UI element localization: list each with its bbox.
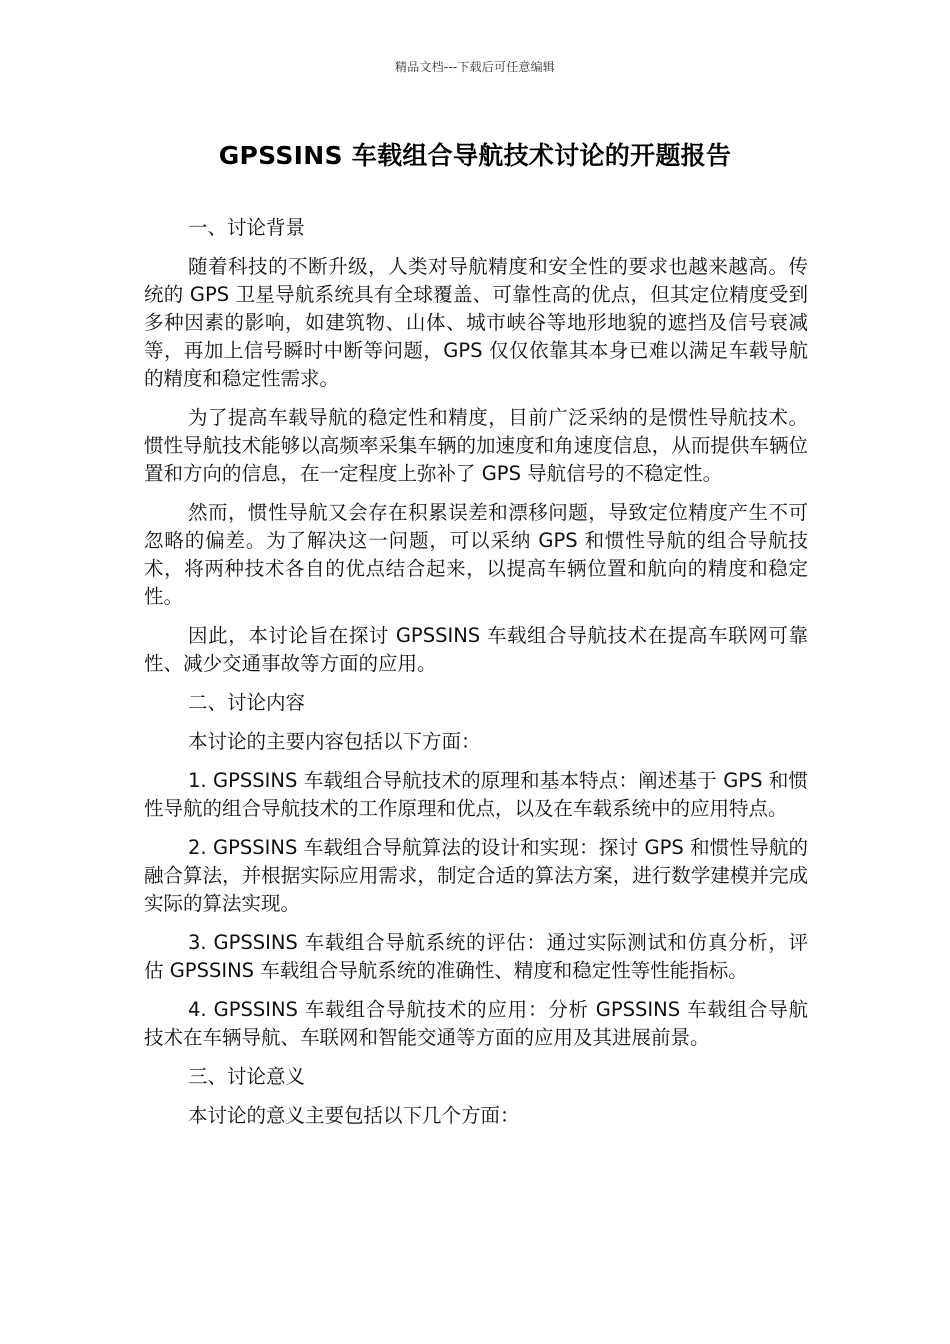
section-heading-content: 二、讨论内容 [188,691,306,714]
paragraph: 然而，惯性导航又会存在积累误差和漂移问题，导致定位精度产生不可忽略的偏差。为了解决这一问题，可以采纳 GPS 和惯性导航的组合导航技术，将两种技术各自的优点结合起来，以提高车辆位置和航向的精度和稳定性。 [144,501,808,608]
paragraph: 随着科技的不断升级，人类对导航精度和安全性的要求也越来越高。传统的 GPS 卫星导航系统具有全球覆盖、可靠性高的优点，但其定位精度受到多种因素的影响，如建筑物、山体、城市峡谷等地形地貌的遮挡及信号衰减等，再加上信号瞬时中断等问题，GPS 仅仅依靠其本身已难以满足车载导航的精度和稳定性需求。 [144,255,808,390]
list-item: 3. GPSSINS 车载组合导航系统的评估：通过实际测试和仿真分析，评估 GPSSINS 车载组合导航系统的准确性、精度和稳定性等性能指标。 [144,931,808,982]
section-heading-significance: 三、讨论意义 [188,1065,306,1088]
list-item: 4. GPSSINS 车载组合导航技术的应用：分析 GPSSINS 车载组合导航技术在车辆导航、车联网和智能交通等方面的应用及其进展前景。 [144,998,808,1049]
paragraph: 本讨论的意义主要包括以下几个方面： [188,1104,520,1127]
list-item: 1. GPSSINS 车载组合导航技术的原理和基本特点：阐述基于 GPS 和惯性导航的组合导航技术的工作原理和优点，以及在车载系统中的应用特点。 [144,769,808,820]
paragraph: 因此，本讨论旨在探讨 GPSSINS 车载组合导航技术在提高车联网可靠性、减少交通事故等方面的应用。 [144,624,808,675]
section-heading-background: 一、讨论背景 [188,216,306,239]
document-body [144,214,808,1141]
paragraph: 本讨论的主要内容包括以下方面： [188,730,481,753]
document-title: GPSSINS 车载组合导航技术讨论的开题报告 [218,141,732,170]
list-item: 2. GPSSINS 车载组合导航算法的设计和实现：探讨 GPS 和惯性导航的融合算法，并根据实际应用需求，制定合适的算法方案，进行数学建模并完成实际的算法实现。 [144,836,808,915]
header-note: 精品文档---下载后可任意编辑 [395,60,555,74]
paragraph: 为了提高车载导航的稳定性和精度，目前广泛采纳的是惯性导航技术。惯性导航技术能够以高频率采集车辆的加速度和角速度信息，从而提供车辆位置和方向的信息，在一定程度上弥补了 GPS 导航信号的不稳定性。 [144,406,808,485]
